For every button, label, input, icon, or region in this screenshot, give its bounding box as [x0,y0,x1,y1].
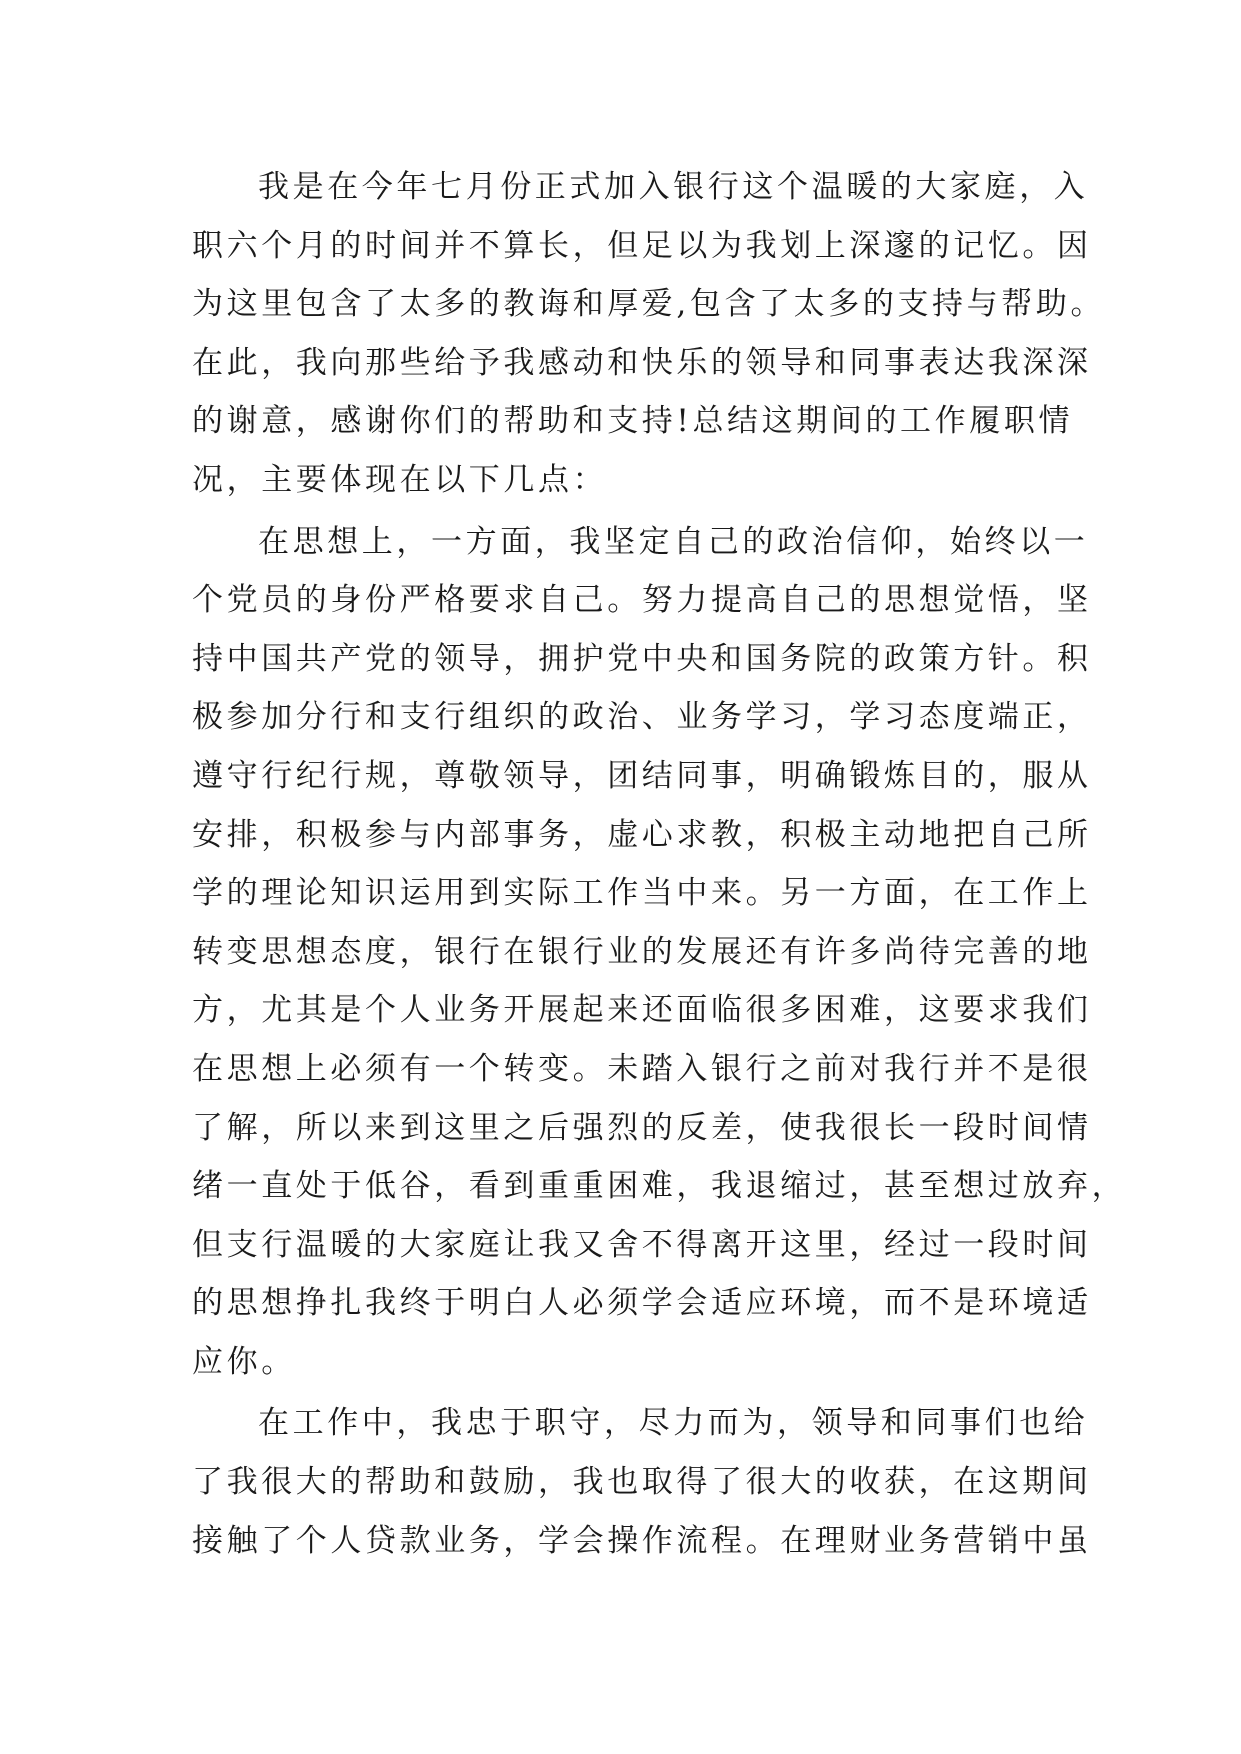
text-line: 在思想上，一方面，我坚定自己的政治信仰，始终以一 [258,523,1089,560]
text-line: 了解，所以来到这里之后强烈的反差，使我很长一段时间情 [192,1109,1092,1146]
text-line: 在此，我向那些给予我感动和快乐的领导和同事表达我深深 [192,344,1092,381]
text-line: 绪一直处于低谷，看到重重困难，我退缩过，甚至想过放弃， [192,1168,1127,1205]
document-body [192,158,1127,1573]
text-line: 遵守行纪行规，尊敬领导，团结同事，明确锻炼目的，服从 [192,757,1092,794]
text-line: 况，主要体现在以下几点： [192,461,608,498]
text-line: 学的理论知识运用到实际工作当中来。另一方面，在工作上 [192,875,1092,912]
text-line: 我是在今年七月份正式加入银行这个温暖的大家庭，入 [258,169,1089,205]
text-line: 接触了个人贷款业务，学会操作流程。在理财业务营销中虽 [192,1522,1092,1559]
text-line: 方，尤其是个人业务开展起来还面临很多困难，这要求我们 [192,992,1092,1029]
text-line: 个党员的身份严格要求自己。努力提高自己的思想觉悟，坚 [192,582,1092,619]
text-line: 为这里包含了太多的教诲和厚爱,包含了太多的支持与帮助。 [192,286,1106,323]
text-line: 的谢意，感谢你们的帮助和支持!总结这期间的工作履职情 [192,403,1074,440]
text-line: 安排，积极参与内部事务，虚心求教，积极主动地把自己所 [192,816,1092,853]
text-line: 但支行温暖的大家庭让我又舍不得离开这里，经过一段时间 [192,1226,1092,1263]
paragraph-intro [192,158,1106,510]
text-line: 职六个月的时间并不算长，但足以为我划上深邃的记忆。因 [192,227,1092,264]
text-line: 转变思想态度，银行在银行业的发展还有许多尚待完善的地 [192,933,1092,970]
text-line: 应你。 [192,1343,296,1380]
paragraph-thought [192,513,1127,1392]
text-line: 持中国共产党的领导，拥护党中央和国务院的政策方针。积 [192,640,1092,677]
paragraph-work [192,1394,1092,1570]
text-line: 在思想上必须有一个转变。未踏入银行之前对我行并不是很 [192,1050,1092,1087]
text-line: 在工作中，我忠于职守，尽力而为，领导和同事们也给 [258,1405,1089,1442]
text-line: 的思想挣扎我终于明白人必须学会适应环境，而不是环境适 [192,1285,1092,1322]
text-line: 了我很大的帮助和鼓励，我也取得了很大的收获，在这期间 [192,1464,1092,1501]
text-line: 极参加分行和支行组织的政治、业务学习，学习态度端正， [192,699,1092,736]
